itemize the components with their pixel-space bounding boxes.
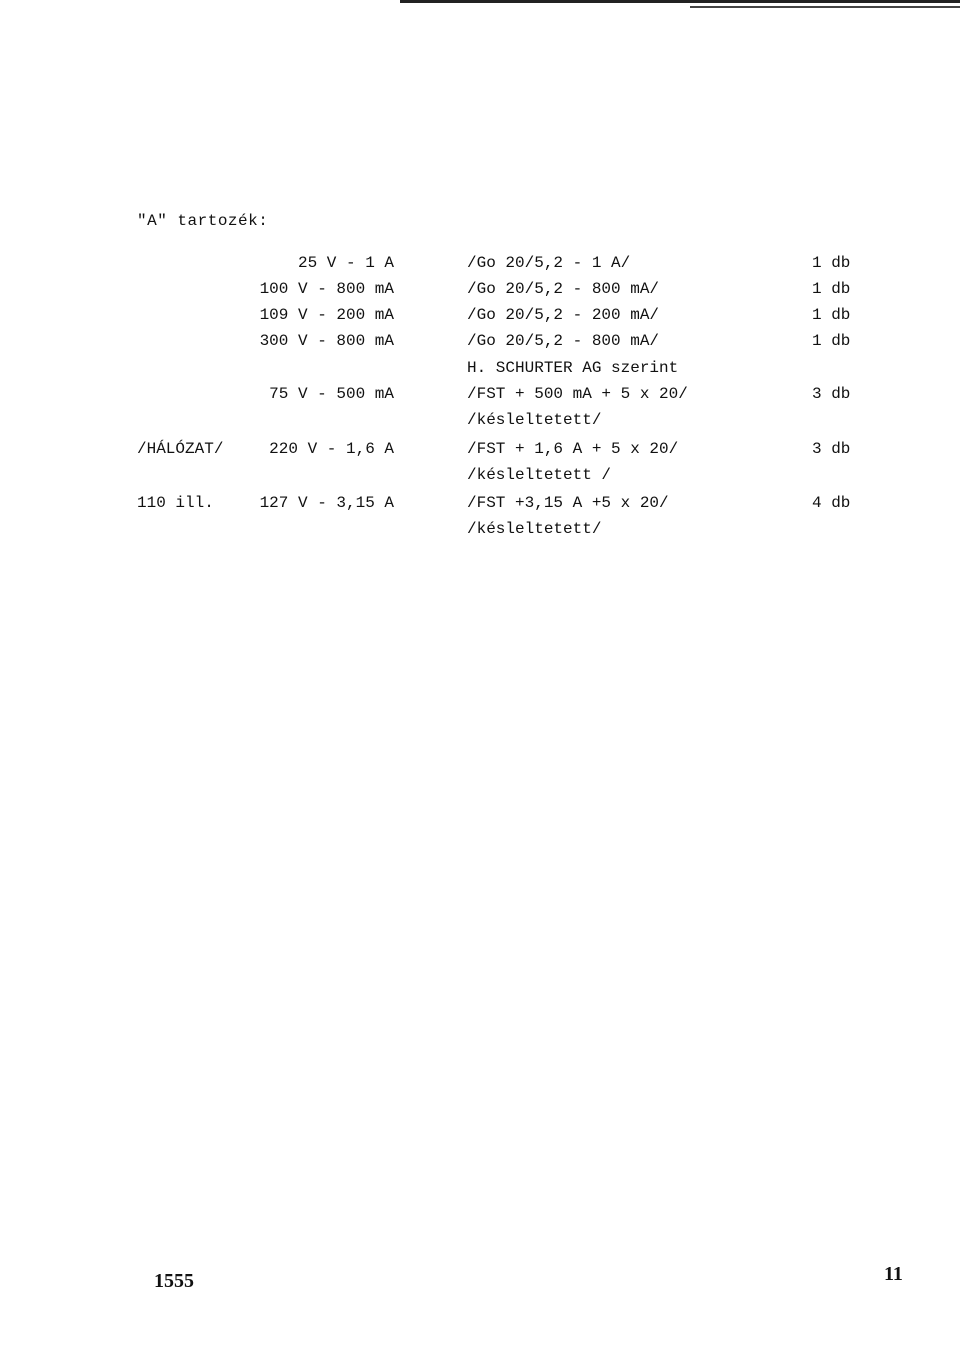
- fuse-spec: /FST + 1,6 A + 5 x 20/: [467, 440, 679, 458]
- fuse-spec: /Go 20/5,2 - 1 A/: [467, 254, 631, 272]
- table-row: [0, 440, 960, 464]
- row-prefix: /HÁLÓZAT/: [137, 440, 224, 458]
- row-prefix: 110 ill.: [137, 494, 214, 512]
- page-footer-left-number: 1555: [154, 1270, 194, 1292]
- quantity: 4 db: [812, 494, 851, 512]
- voltage-current-rating: 25 V - 1 A: [297, 254, 394, 272]
- voltage-current-rating: 220 V - 1,6 A: [269, 440, 394, 458]
- table-row: [0, 494, 960, 518]
- fuse-note: /késleltetett/: [467, 520, 602, 538]
- quantity: 1 db: [812, 280, 851, 298]
- table-row: [0, 520, 960, 544]
- table-row: [0, 359, 960, 383]
- top-border-line-secondary: [690, 6, 960, 8]
- table-row: [0, 385, 960, 409]
- voltage-current-rating: 109 V - 200 mA: [259, 306, 394, 324]
- fuse-note: /késleltetett /: [467, 466, 612, 484]
- fuse-spec: /Go 20/5,2 - 800 mA/: [467, 280, 660, 298]
- fuse-spec: /Go 20/5,2 - 800 mA/: [467, 332, 660, 350]
- quantity: 3 db: [812, 440, 851, 458]
- page-number: 11: [884, 1263, 903, 1285]
- fuse-spec: /FST +3,15 A +5 x 20/: [467, 494, 669, 512]
- fuse-spec: /Go 20/5,2 - 200 mA/: [467, 306, 660, 324]
- table-row: [0, 332, 960, 356]
- manufacturer-note: H. SCHURTER AG szerint: [467, 359, 679, 377]
- top-border-line: [400, 0, 960, 3]
- table-row: [0, 280, 960, 304]
- quantity: 1 db: [812, 332, 851, 350]
- fuse-note: /késleltetett/: [467, 411, 602, 429]
- table-row: [0, 411, 960, 435]
- quantity: 1 db: [812, 306, 851, 324]
- section-heading: "A" tartozék:: [137, 212, 269, 230]
- voltage-current-rating: 300 V - 800 mA: [259, 332, 394, 350]
- voltage-current-rating: 75 V - 500 mA: [269, 385, 394, 403]
- voltage-current-rating: 127 V - 3,15 A: [259, 494, 394, 512]
- voltage-current-rating: 100 V - 800 mA: [259, 280, 394, 298]
- quantity: 1 db: [812, 254, 851, 272]
- quantity: 3 db: [812, 385, 851, 403]
- fuse-spec: /FST + 500 mA + 5 x 20/: [467, 385, 688, 403]
- table-row: [0, 306, 960, 330]
- table-row: [0, 466, 960, 490]
- table-row: [0, 254, 960, 278]
